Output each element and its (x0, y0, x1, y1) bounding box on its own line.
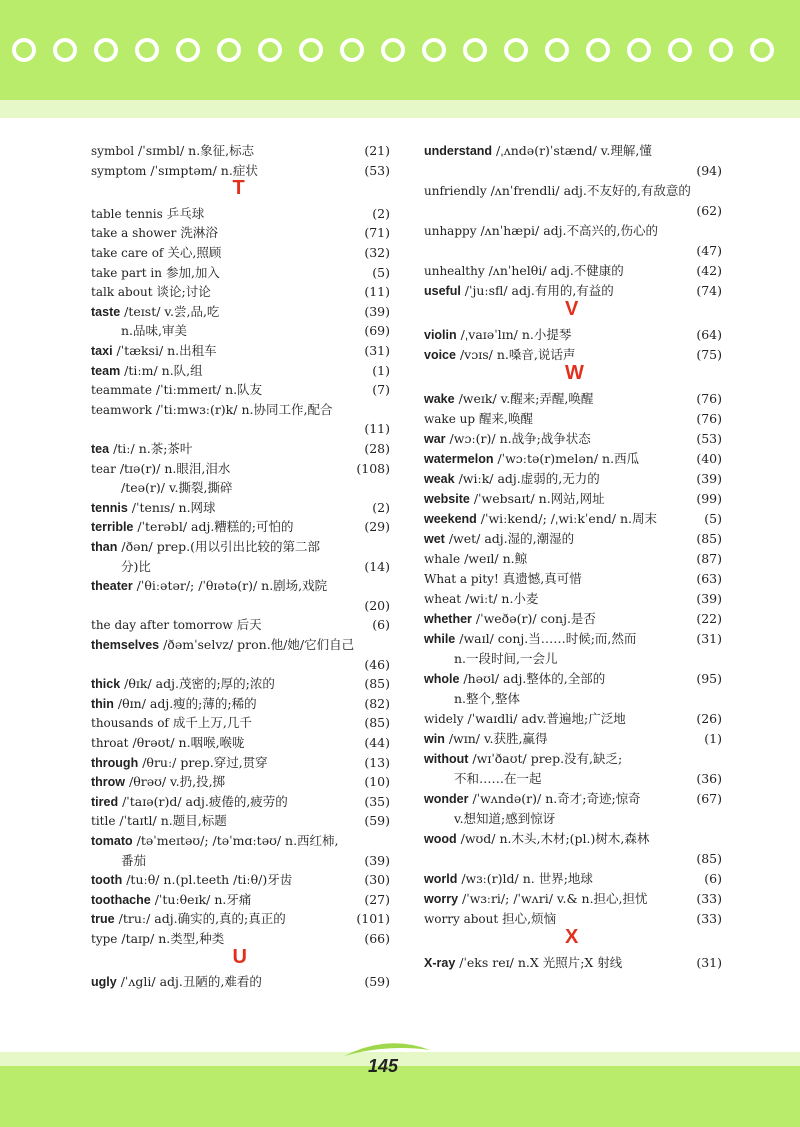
headword: take care of (91, 246, 164, 260)
ring-icon (53, 38, 77, 62)
page-reference: (42) (696, 263, 722, 278)
definition: /ˈjuːsfl/ adj.有用的,有益的 (464, 283, 614, 298)
definition: 醒来,唤醒 (479, 411, 533, 426)
page-reference: (5) (704, 511, 722, 526)
headword: the day after tomorrow (91, 618, 233, 633)
page-reference: (85) (364, 715, 390, 731)
headword: tired (91, 794, 119, 809)
headword: take a shower (91, 226, 177, 241)
headword: type (91, 932, 118, 946)
headword: tooth (91, 873, 123, 888)
entry-continuation (454, 810, 555, 828)
entry-row (91, 754, 268, 772)
headword: taste (91, 304, 121, 319)
page-reference: (1) (372, 362, 390, 378)
entry-row (91, 930, 224, 948)
definition: 谈论;讨论 (156, 284, 211, 300)
definition: v.想知道;感到惊讶 (454, 811, 556, 826)
entry-row (91, 636, 354, 654)
entry-row (424, 510, 657, 528)
entry-row (91, 973, 262, 991)
entry-row (91, 714, 252, 732)
ring-icon (340, 38, 364, 62)
definition: /teɪst/ v.尝,品,吃 (124, 303, 220, 319)
page-reference: (69) (364, 323, 390, 339)
headword: theater (91, 579, 133, 594)
page-reference: (26) (696, 711, 722, 726)
ring-icon (381, 38, 405, 62)
entry-row (91, 460, 230, 478)
entry-row (424, 790, 641, 808)
definition: /ˈweðə(r)/ conj.是否 (475, 611, 596, 626)
definition: /ˈwɜːri/; /ˈwʌri/ v.& n.担心,担忧 (462, 891, 648, 906)
headword: table tennis (91, 206, 163, 221)
definition: /ˈʌgli/ adj.丑陋的,难看的 (120, 974, 262, 990)
page-reference: (31) (364, 343, 390, 358)
definition: /tɪə(r)/ n.眼泪,泪水 (119, 460, 231, 476)
entry-row (424, 830, 649, 848)
headword: weak (424, 472, 455, 486)
page-reference: (64) (696, 327, 722, 342)
page-reference: (59) (364, 974, 390, 990)
definition: /taɪp/ n.类型,种类 (121, 931, 225, 946)
page-reference: (94) (696, 163, 722, 178)
headword: whether (424, 612, 472, 626)
page-reference: (40) (696, 451, 722, 466)
ring-icon (627, 38, 651, 62)
headword: What a pity! (424, 572, 499, 586)
ring-icon (135, 38, 159, 62)
entry-row (424, 570, 582, 588)
headword: world (424, 872, 458, 886)
definition: /wɪˈðaʊt/ prep.没有,缺乏; (472, 751, 623, 766)
definition: /tiː/ n.茶;茶叶 (113, 441, 193, 456)
page-reference: (66) (364, 931, 390, 946)
ring-icon (94, 38, 118, 62)
definition: n.一段时间,一会儿 (454, 651, 558, 666)
headword: themselves (91, 638, 160, 652)
entry-row (424, 630, 636, 648)
definition: /ˈtaɪtl/ n.题目,标题 (119, 813, 227, 829)
entry-row (424, 954, 622, 972)
entry-row (424, 490, 605, 508)
entry-row (91, 205, 204, 223)
definition: 担心,烦恼 (502, 911, 557, 926)
definition: /ˈtaɪə(r)d/ adj.疲倦的,疲劳的 (122, 793, 288, 809)
headword: watermelon (424, 452, 494, 466)
entry-row (424, 410, 533, 428)
definition: /ˌʌndə(r)ˈstænd/ v.理解,懂 (496, 143, 652, 158)
page-reference: (1) (704, 731, 722, 746)
definition: /ʌnˈfrendli/ adj.不友好的,有敌意的 (490, 183, 691, 198)
definition: /waɪl/ conj.当……时候;而,然而 (459, 631, 637, 646)
definition: /wʊd/ n.木头,木材;(pl.)树木,森林 (460, 831, 650, 846)
entry-row (424, 346, 575, 364)
page-reference: (44) (364, 735, 390, 750)
definition: /weɪl/ n.鲸 (464, 551, 528, 566)
ring-icon (586, 38, 610, 62)
definition: 后天 (236, 617, 262, 633)
headword: take part in (91, 265, 162, 280)
entry-row (424, 890, 648, 908)
entry-continuation (454, 690, 520, 708)
entry-row (424, 670, 605, 688)
definition: /wɜː(r)ld/ n. 世界;地球 (461, 871, 593, 886)
headword: weekend (424, 512, 477, 526)
definition: 不和……在一起 (454, 771, 542, 786)
page-reference: (5) (372, 264, 390, 280)
definition: /tiːm/ n.队,组 (124, 362, 203, 378)
headword: understand (424, 144, 493, 158)
headword: terrible (91, 520, 134, 535)
definition: /ðəmˈselvz/ pron.他/她/它们自己 (163, 637, 355, 652)
definition: /wɔː(r)/ n.战争;战争状态 (449, 431, 591, 446)
entry-row (424, 326, 571, 344)
headword: thick (91, 677, 121, 692)
section-letter: T (232, 177, 245, 200)
headword: unhealthy (424, 264, 485, 278)
headword: whale (424, 552, 461, 566)
definition: /wiːt/ n.小麦 (465, 591, 539, 606)
entry-continuation (454, 770, 542, 788)
definition: /θruː/ prep.穿过,贯穿 (142, 754, 268, 770)
page-reference: (85) (696, 531, 722, 546)
page-reference: (74) (696, 283, 722, 298)
headword: symbol (91, 144, 135, 158)
definition: /ˌvaɪəˈlɪn/ n.小提琴 (460, 327, 572, 342)
headword: ugly (91, 975, 117, 990)
definition: 真遗憾,真可惜 (502, 571, 582, 586)
page-reference: (95) (696, 671, 722, 686)
definition: /tuːθ/ n.(pl.teeth /tiːθ/)牙齿 (126, 872, 293, 888)
page-reference: (7) (372, 382, 390, 398)
page-reference: (2) (372, 205, 390, 221)
page-reference: (10) (364, 774, 390, 790)
definition: /ˈtenɪs/ n.网球 (131, 499, 216, 515)
entry-continuation (121, 479, 232, 497)
section-letter: V (565, 298, 579, 320)
headword: unfriendly (424, 184, 487, 198)
page-number: 145 (368, 1056, 399, 1076)
page-reference: (6) (372, 617, 390, 633)
entry-row (424, 430, 591, 448)
entry-row (424, 222, 658, 240)
entry-row (424, 750, 622, 768)
entry-row (91, 381, 262, 399)
ring-icon (504, 38, 528, 62)
definition: /wiːk/ adj.虚弱的,无力的 (458, 471, 600, 486)
headword: wake up (424, 412, 476, 426)
page-reference: (108) (356, 460, 390, 476)
entry-row (91, 142, 254, 160)
page-reference: (36) (696, 771, 722, 786)
definition: /ˈtiːmwɜː(r)k/ n.协同工作,配合 (155, 401, 333, 417)
ring-icon (750, 38, 774, 62)
headword: wet (424, 532, 445, 546)
headword: tear (91, 461, 116, 476)
entry-row (91, 224, 218, 242)
headword: teamwork (91, 402, 152, 417)
definition: /ʌnˈhæpi/ adj.不高兴的,伤心的 (480, 223, 658, 238)
headword: without (424, 752, 469, 766)
definition: /truː/ adj.确实的,真的;真正的 (118, 911, 286, 927)
page-reference: (39) (364, 303, 390, 319)
page-reference: (11) (364, 284, 390, 300)
entry-continuation (454, 650, 558, 668)
entry-row (91, 264, 220, 282)
entry-row (424, 142, 652, 160)
entry-row (424, 610, 596, 628)
section-letter: X (565, 926, 579, 948)
definition: /θrəʊ/ v.扔,投,掷 (129, 774, 226, 790)
definition: 参加,加入 (165, 264, 220, 280)
definition: /ˈwʌndə(r)/ n.奇才;奇迹;惊奇 (472, 791, 641, 806)
entry-continuation (121, 558, 151, 576)
definition: /ˈtiːmmeɪt/ n.队友 (155, 382, 263, 398)
page-reference: (31) (696, 631, 722, 646)
headword: tennis (91, 500, 128, 515)
definition: /ʌnˈhelθi/ adj.不健康的 (488, 263, 624, 278)
page-reference: (31) (696, 955, 722, 970)
headword: thousands of (91, 716, 169, 731)
headword: title (91, 814, 116, 829)
entry-row (424, 530, 574, 548)
definition: /ˈsɪmptəm/ n.症状 (150, 162, 258, 178)
entry-row (424, 182, 691, 200)
page-reference: (27) (364, 891, 390, 907)
page-reference: (85) (364, 676, 390, 692)
headword: taxi (91, 344, 113, 358)
entry-row (91, 538, 320, 556)
entry-row (91, 871, 292, 889)
definition: 成千上万,几千 (172, 715, 252, 731)
entry-row (91, 244, 221, 262)
page-reference: (33) (696, 891, 722, 906)
entry-row (91, 695, 257, 713)
entry-row (91, 910, 286, 928)
page-reference: (99) (696, 491, 722, 506)
definition: /ˈeks reɪ/ n.X 光照片;X 射线 (459, 955, 623, 970)
entry-row (91, 616, 262, 634)
headword: while (424, 632, 456, 646)
page-reference: (30) (364, 872, 390, 888)
definition: /ˈθiːətər/; /ˈθɪətə(r)/ n.剧场,戏院 (136, 578, 328, 594)
entry-row (91, 499, 216, 517)
headword: violin (424, 328, 457, 342)
definition: /θrəʊt/ n.咽喉,喉咙 (132, 735, 245, 750)
page-reference: (13) (364, 754, 390, 770)
headword: throat (91, 736, 129, 750)
entry-row (424, 450, 639, 468)
page-reference: (39) (364, 852, 390, 868)
binder-rings (12, 38, 792, 78)
headword: wake (424, 392, 455, 406)
headword: toothache (91, 892, 151, 907)
page-reference: (35) (364, 793, 390, 809)
headword: useful (424, 284, 461, 298)
page-reference: (75) (696, 347, 722, 362)
page-reference: (39) (696, 471, 722, 486)
section-letter: W (565, 362, 584, 384)
page-reference: (59) (364, 813, 390, 829)
headword: talk about (91, 285, 153, 300)
definition: 洗淋浴 (180, 225, 218, 241)
entry-row (91, 734, 245, 752)
definition: /həʊl/ adj.整体的,全部的 (463, 671, 606, 686)
headword: thin (91, 696, 114, 711)
entry-row (91, 362, 203, 380)
definition: /ˈterəbl/ adj.糟糕的;可怕的 (137, 519, 294, 535)
headword: tomato (91, 834, 133, 848)
page-reference: (46) (364, 656, 390, 672)
definition: 分)比 (121, 558, 151, 574)
definition: /ˈsɪmbl/ n.象征,标志 (138, 143, 255, 158)
definition: n.整个,整体 (454, 691, 520, 706)
entry-row (424, 870, 593, 888)
page-reference: (29) (364, 519, 390, 535)
entry-row (91, 401, 332, 419)
page-reference: (67) (696, 791, 722, 806)
definition: /wɪn/ v.获胜,赢得 (448, 731, 548, 746)
entry-row (91, 675, 275, 693)
headword: wheat (424, 592, 462, 606)
page-reference: (21) (364, 143, 390, 158)
headword: tea (91, 442, 110, 456)
definition: /ˈwiːkend/; /ˌwiːkˈend/ n.周末 (480, 511, 657, 526)
headword: through (91, 755, 139, 770)
page-reference: (6) (704, 871, 722, 886)
page-reference: (76) (696, 411, 722, 426)
page-reference: (71) (364, 225, 390, 241)
headword: worry about (424, 912, 499, 926)
definition: /wet/ adj.湿的,潮湿的 (448, 531, 575, 546)
headword: symptom (91, 163, 147, 178)
headword: teammate (91, 383, 152, 398)
entry-row (91, 832, 339, 850)
definition: n.品味,审美 (121, 323, 187, 339)
definition: 乒乓球 (166, 205, 205, 221)
entry-row (91, 518, 294, 536)
entry-continuation (121, 322, 187, 340)
page-reference: (63) (696, 571, 722, 586)
entry-row (91, 440, 192, 458)
entry-continuation (121, 852, 146, 870)
definition: /ˈwebsaɪt/ n.网站,网址 (473, 491, 605, 506)
definition: 番茄 (121, 852, 147, 868)
ring-icon (217, 38, 241, 62)
page-reference: (62) (696, 203, 722, 218)
definition: /ðən/ prep.(用以引出比较的第二部 (121, 539, 320, 554)
page-reference: (39) (696, 591, 722, 606)
headword: wonder (424, 792, 469, 806)
top-band-highlight (0, 100, 800, 118)
headword: whole (424, 672, 460, 686)
entry-row (91, 283, 211, 301)
ring-icon (668, 38, 692, 62)
page-reference: (76) (696, 391, 722, 406)
section-letter: U (232, 945, 247, 968)
entry-row (91, 342, 217, 360)
headword: widely (424, 712, 464, 726)
ring-icon (463, 38, 487, 62)
entry-row (424, 470, 600, 488)
page-reference: (53) (696, 431, 722, 446)
page-reference: (32) (364, 245, 390, 260)
entry-row (424, 282, 614, 300)
page-reference: (85) (696, 851, 722, 866)
entry-row (91, 577, 327, 595)
page-reference: (82) (364, 695, 390, 711)
headword: worry (424, 892, 459, 906)
definition: /ˈtuːθeɪk/ n.牙痛 (154, 891, 252, 907)
page-reference: (22) (696, 611, 722, 626)
entry-row (91, 891, 251, 909)
page-reference: (14) (364, 558, 390, 574)
entry-row (424, 590, 538, 608)
definition: /təˈmeɪtəʊ/; /təˈmɑːtəʊ/ n.西红柿, (136, 833, 339, 848)
page-reference: (87) (696, 551, 722, 566)
entry-row (91, 303, 219, 321)
entry-row (91, 773, 225, 791)
page-reference: (11) (364, 421, 390, 437)
headword: voice (424, 348, 456, 362)
definition: /weɪk/ v.醒来;弄醒,唤醒 (458, 391, 594, 406)
headword: than (91, 540, 118, 554)
page-reference: (28) (364, 441, 390, 456)
definition: /ˈtæksi/ n.出租车 (116, 343, 217, 358)
headword: war (424, 432, 446, 446)
ring-icon (258, 38, 282, 62)
definition: 关心,照顾 (167, 245, 222, 260)
entry-row (424, 550, 527, 568)
entry-row (91, 793, 288, 811)
page-reference: (20) (364, 597, 390, 613)
headword: X-ray (424, 956, 456, 970)
page-reference: (2) (372, 499, 390, 515)
entry-row (424, 730, 548, 748)
ring-icon (422, 38, 446, 62)
page-reference: (101) (356, 911, 390, 927)
definition: /teə(r)/ v.撕裂,撕碎 (121, 480, 233, 496)
page-reference: (53) (364, 162, 390, 178)
ring-icon (545, 38, 569, 62)
headword: throw (91, 775, 126, 790)
entry-row (91, 812, 227, 830)
definition: /θɪn/ adj.瘦的;薄的;稀的 (117, 695, 257, 711)
headword: unhappy (424, 224, 477, 238)
headword: win (424, 732, 445, 746)
page-reference: (47) (696, 243, 722, 258)
headword: website (424, 492, 470, 506)
definition: /vɔɪs/ n.嗓音,说话声 (459, 347, 576, 362)
entry-row (424, 710, 626, 728)
definition: /ˈwɔːtə(r)melən/ n.西瓜 (497, 451, 640, 466)
entry-row (424, 262, 624, 280)
headword: team (91, 363, 121, 378)
definition: /θɪk/ adj.茂密的;厚的;浓的 (124, 676, 275, 692)
ring-icon (176, 38, 200, 62)
headword: true (91, 912, 115, 927)
definition: /ˈwaɪdli/ adv.普遍地;广泛地 (467, 711, 626, 726)
entry-row (424, 910, 556, 928)
ring-icon (299, 38, 323, 62)
headword: wood (424, 832, 457, 846)
entry-row (424, 390, 593, 408)
ring-icon (709, 38, 733, 62)
page-reference: (33) (696, 911, 722, 926)
ring-icon (12, 38, 36, 62)
